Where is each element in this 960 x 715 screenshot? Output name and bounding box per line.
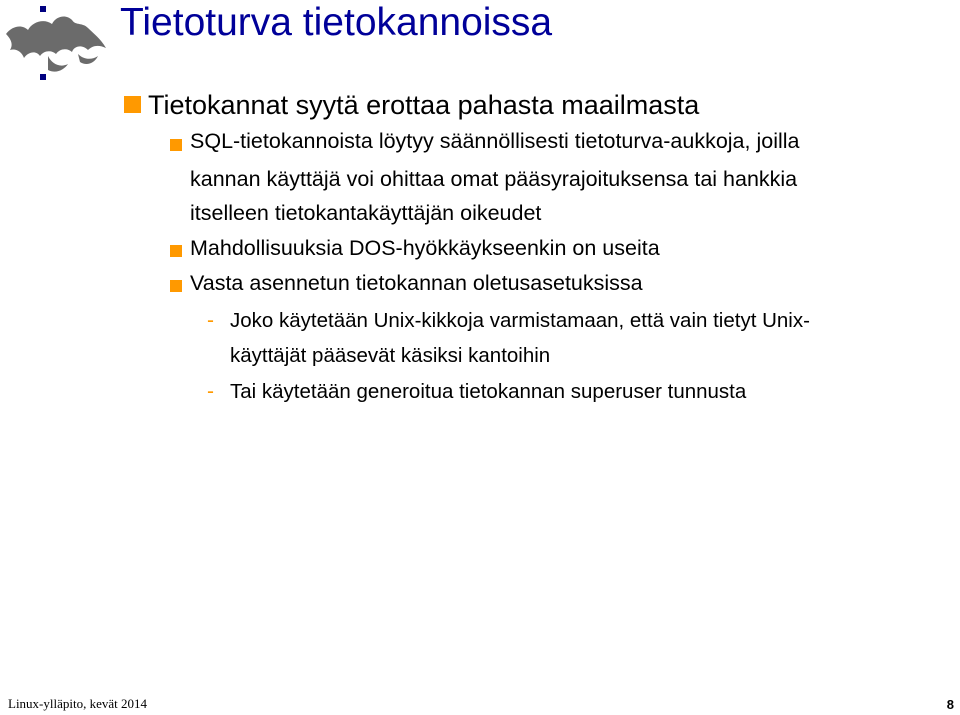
sub-bullet-2: Tai käytetään generoitua tietokannan superuser tunnusta	[230, 380, 747, 403]
bullet-c: Vasta asennetun tietokannan oletusasetuksissa	[190, 271, 643, 295]
bullet-a-line1: SQL-tietokannoista löytyy säännöllisesti tietoturva-aukkoja, joilla	[190, 129, 800, 153]
sub-bullet-1-line2: käyttäjät pääsevät käsiksi kantoihin	[230, 344, 551, 367]
bullet-a-line3: itselleen tietokantakäyttäjän oikeudet	[190, 201, 542, 225]
footer-course-label: Linux-ylläpito, kevät 2014	[8, 696, 148, 711]
square-bullet-icon	[170, 245, 182, 257]
dash-bullet: -	[207, 380, 214, 403]
university-logo-icon	[2, 4, 120, 84]
bullet-b: Mahdollisuuksia DOS-hyökkäykseenkin on useita	[190, 236, 660, 260]
square-bullet-icon	[124, 96, 141, 113]
slide-title: Tietoturva tietokannoissa	[120, 1, 553, 44]
bullet-level1-text: Tietokannat syytä erottaa pahasta maailmasta	[148, 90, 700, 120]
dash-bullet: -	[207, 309, 214, 332]
square-bullet-icon	[170, 280, 182, 292]
square-bullet-icon	[170, 139, 182, 151]
sub-bullet-1-line1: Joko käytetään Unix-kikkoja varmistamaan, että vain tietyt Unix-	[230, 309, 810, 332]
bullet-a-line2: kannan käyttäjä voi ohittaa omat pääsyrajoituksensa tai hankkia	[190, 167, 798, 191]
page-number: 8	[946, 697, 954, 712]
